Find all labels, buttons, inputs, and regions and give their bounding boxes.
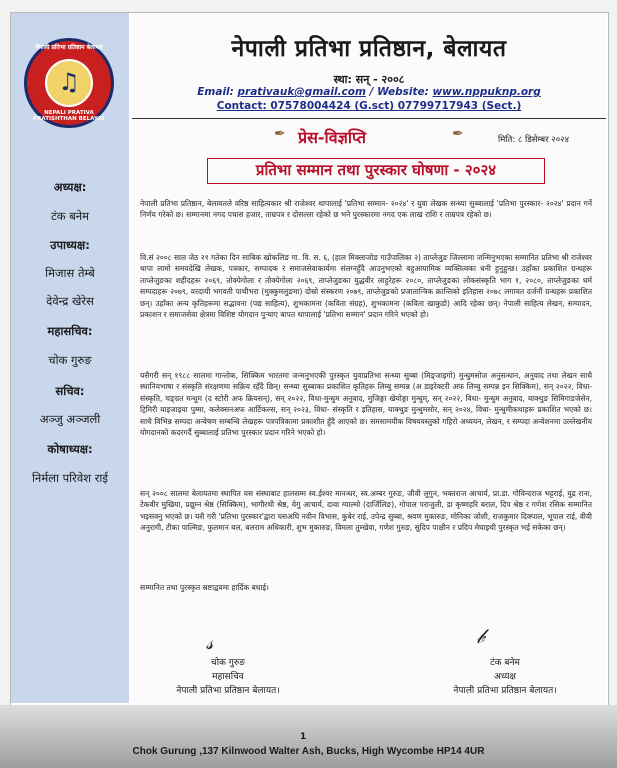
quill-right-icon: ✒ <box>452 126 464 142</box>
officer-role-vice-president: उपाध्यक्ष: <box>50 238 90 252</box>
paragraph-congratulations: सम्मानित तथा पुरस्कृत स्रष्टाद्वयमा हार्दिक बधाई। <box>140 583 269 592</box>
email-label: Email: <box>197 86 234 98</box>
officer-name-secretary: अञ्जु अञ्जली <box>39 412 101 426</box>
header-divider <box>132 118 606 119</box>
officer-role-secretary: सचिव: <box>55 384 85 398</box>
press-release-date: मिति: ८ डिसेम्बर २०२४ <box>498 135 569 145</box>
officer-role-president: अध्यक्ष: <box>53 180 87 194</box>
footer-address: Chok Gurung ,137 Kilnwood Walter Ash, Bucks, High Wycombe HP14 4UR <box>132 746 485 757</box>
officer-name-general-secretary: चोक गुरुङ <box>48 353 92 367</box>
officer-name-vice-president-1: मिजास तेम्बे <box>45 266 95 280</box>
officer-role-general-secretary: महासचिव: <box>47 324 93 338</box>
signature-right-scribble: 𝒷 <box>476 624 485 648</box>
signature-left-name: चोक गुरुङ <box>210 658 245 668</box>
paragraph-awardee: यसैगरी सन् १९८८ सालमा गान्तोक, सिक्किम भारतमा जन्मनुभएकी पुरस्कृत युवाप्रतिभा सन्ध्या सुब्बा (मिङ्जाइगो) मुन्धुमसोज अनुसन्धान, अनुवाद तथा लेखन साथै स्थानियभाषा र संस्कृति संरक्षणमा सक्रिय रहँदै छिन्। सन्ध्या सुब्बाका प्रकाशित कृतिहरू लिम्बु सम्पन्न (अ डाइरेक्टरी अफ लिम्बु सम्पन्न इन सिक्किम), सन् २०२२, विधा-संस्कृति, चङ्ग्रत मन्धुम (द स्टोरी अफ क्रियसन्), सन् २०२२, विधा-मुन्धुम अनुवाद, मुजिङ्गा खेयोङ्गा मुन्धुम्, सन् २०२२, विधा- मुन्धुम अनुवाद, याक्थुङ सिमिगाडजेसेन, ट्रिमिरी याइजाइया पुम्मा, कलेक्सनअफ आर्टिकल्स, सन् २०२३, विधा- संस्कृति र इतिहास, याक्थुङ मुन्धुमसोर, सन् २०२४, विधा- मुन्धुमीकथाहरू प्रकाशित भएको छ। साथै विभिन्न सम्पदा अन्वेषण सम्बन्धि लेखहरू पत्रपत्रिकामा प्रकाशीत हुँदै आएको छ। समसामयीक विषयवस्तुको गहिरो अध्ययन, लेखन, र सम्पदा अन्वेशनमा उल्लेखनीय योगदानको कदरगर्दै सुब्बालाई प्रतिभा पुरस्कार प्रदान गरिने भएको हो। <box>140 371 592 438</box>
signature-left-role: महासचिव <box>212 672 244 682</box>
quill-left-icon: ✒ <box>274 126 286 142</box>
signature-right-role: अध्यक्ष <box>494 672 516 682</box>
organization-title: नेपाली प्रतिभा प्रतिष्ठान, बेलायत <box>231 36 507 62</box>
signature-left-scribble: 𝓈 <box>206 630 214 654</box>
paragraph-past-recipients: सन् २००८ सालमा बेलायतमा स्थापित यस संस्थाबाट हालसम्म स्व.ईश्वर मानन्धर, स्व.अम्बर गुरुङ, जीवी लुगुन, भक्तराज आचार्य, प्रा.डा. गोविन्दराज भट्टराई, युद्र राना, टेकवीर मुखिया, प्रद्युम्न श्रेष्ठ (सिक्किम), भागीरथी श्रेष्ठ, येगु आचार्य, दावा ग्याल्मो (दार्जिलिङ), गोपाल पराजुली, डा कृष्णहरि बराल, दिप श्रेष्ठ र गणेश रसिक सम्मानित भइसक्नु भएको छ। यसै गरी 'प्रतिभा पुरस्कार'द्वारा यसअघि नवीन विभास, कुबेर राई, उपेन्द्र सुब्बा, श्रवण मुकारुङ, मोनिका जोशी, राजकुमार दिक्पाल, भूपाल राई, वीवी अनुरागी, टीका पाल्मिङ, फुलमान बल, बलराम अधिकारी, शुभ मुकारुङ, विमला तुम्खेवा, गणेश गुरुङ, सुदिप पाक्षीन र प्रदिप मेघाइथी पुरस्कृत भई सकेका छन्। <box>140 489 592 533</box>
established-year: स्था: सन् - २००८ <box>333 73 405 86</box>
announcement-title: प्रतिभा सम्मान तथा पुरस्कार घोषणा - २०२४ <box>207 158 545 184</box>
signature-right-name: टंक बनेम <box>490 658 520 668</box>
paragraph-honoree: वि.सं २००८ साल जेठ २१ गतेका दिन साबिक खोकलिङ गा. वि. स. ६, (हाल मिक्लाजोङ गाउँपालिका २) ताप्लेजुङ जिल्लामा जन्मिनुभएका सम्मानित प्रतिभा श्री राजेश्वर थापा लामो समयदेखि लेखक, पत्रकार, सम्पादक र समाजसेवाकार्यमा संलग्नहुँदै आउनुभएको बहुआयामिक व्यक्तित्वका धनी हुनुहुन्छ। उहाँका प्रकाशित ग्रन्थहरू ताप्लेजुङका शहीदहरू २०६९, तोक्पेगोला र तोक्पेगोला २०६९, ताप्लेजुङका युद्धवीर लाहुरेहरू २०८०, ताप्लेजुङका लोकसंस्कृति भाग १, २०८०, ताप्लेजुङका धर्म सम्पदाहरू २०७९, वरदायी भगवती पाथीभरा (मुक्कुमलुङमा) दोस्रो संस्करण २०७९, ताप्लेजुङको प्रजातान्त्रिक क्रान्तिको इतिहास २०७८ लगायत दर्जनौं ग्रन्थहरू प्रकाशित छन्। उहाँका अन्य कृतिहरूमा सद्भावना (पद्य साहित्य), शुभकामना (कविता संग्रह), शुभकामना (कविता खाकुडो) आदि रहेका छन्। नेपाली साहित्य लेखन, सम्पादन, प्रकाशन र समाजसेवा क्षेत्रमा विशिष्ट योगदान पुऱ्याए बापत थापालाई 'प्रतिभा सम्मान' प्रदान गरिने भएको हो। <box>140 253 592 320</box>
website-link[interactable]: www.nppuknp.org <box>432 86 541 98</box>
website-label: / Website: <box>369 86 429 98</box>
logo-emblem <box>45 59 93 107</box>
officer-name-president: टंक बनेम <box>50 209 90 223</box>
press-release-heading: प्रेस-विज्ञप्ति <box>298 128 367 147</box>
signature-left-org: नेपाली प्रतिभा प्रतिष्ठान बेलायत। <box>176 686 280 696</box>
logo-ring-text-top: नेपाली प्रतिभा प्रतिष्ठान बेलायत <box>35 44 103 51</box>
officer-name-treasurer: निर्मला परिवेश राई <box>31 471 109 485</box>
officer-name-vice-president-2: देवेन्द्र खेरेस <box>46 294 94 308</box>
paragraph-intro: नेपाली प्रतिभा प्रतिष्ठान, बेलायतले वरिष्ठ साहित्यकार श्री राजेश्वर थापालाई 'प्रतिभा सम्मान- २०२४' र युवा लेखक सन्ध्या सुब्बालाई 'प्रतिभा पुरस्कार- २०२४' प्रदान गर्ने निर्णय गरेको छ। सम्मानमा नगद पचास हजार, ताम्रपत्र र दोसल्ला रहेको छ भने पुरस्कारमा नगद एक लाख राशि र ताम्रपत्र रहेको छ। <box>140 199 592 220</box>
signature-right <box>430 656 580 698</box>
logo-ring-text-bottom: NEPALI PRATIVA PRATISHTHAN BELAYAT <box>33 110 105 122</box>
signature-right-org: नेपाली प्रतिभा प्रतिष्ठान बेलायत। <box>453 686 557 696</box>
contact-phones: Contact: 07578004424 (G.sct) 07799717943 (Sect.) <box>216 100 522 112</box>
organization-logo <box>24 38 114 128</box>
email-link[interactable]: prativauk@gmail.com <box>237 86 366 98</box>
page-number: 1 <box>300 732 307 742</box>
contact-email-line <box>132 86 606 98</box>
music-note-icon: ♫ <box>58 68 80 96</box>
signature-left <box>168 656 288 698</box>
officer-role-treasurer: कोषाध्यक्ष: <box>47 442 93 456</box>
page-footer <box>0 705 617 768</box>
letter-body-area <box>132 13 606 703</box>
